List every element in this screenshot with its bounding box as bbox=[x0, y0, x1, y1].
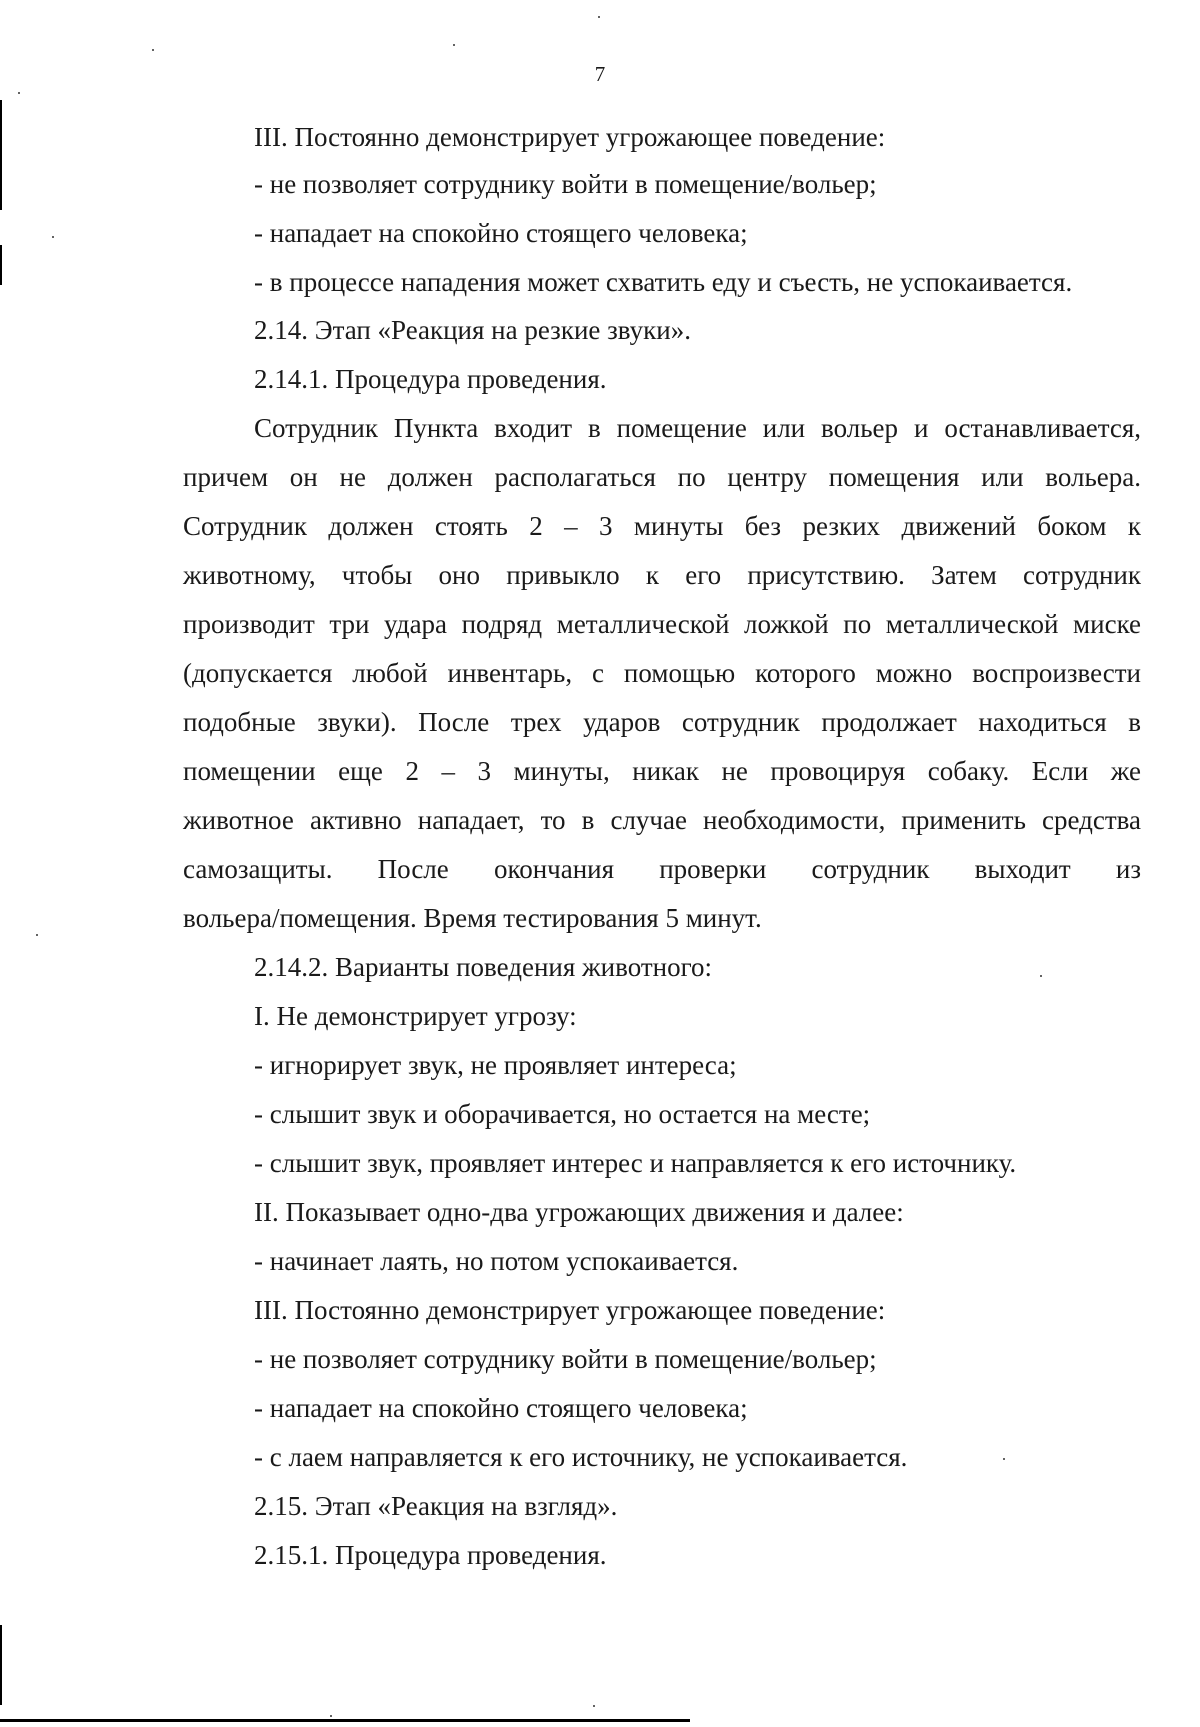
scan-edge-mark bbox=[0, 245, 2, 285]
scan-bottom-edge bbox=[0, 1719, 690, 1722]
list-item: - в процессе нападения может схватить еду и съесть, не успокаивается. bbox=[254, 267, 1073, 297]
list-item: - начинает лаять, но потом успокаивается. bbox=[254, 1246, 739, 1276]
paragraph-line: Сотрудник Пункта входит в помещение или вольер и останавливается, bbox=[254, 413, 1141, 443]
paragraph-line: животному, чтобы оно привыкло к его присутствию. Затем сотрудник bbox=[183, 560, 1141, 590]
scan-speck bbox=[152, 49, 154, 51]
scan-speck bbox=[453, 44, 455, 46]
list-item: - с лаем направляется к его источнику, не успокаивается. bbox=[254, 1442, 908, 1472]
subsection-heading-2-14-1: 2.14.1. Процедура проведения. bbox=[254, 364, 607, 394]
heading-level-iii: III. Постоянно демонстрирует угрожающее поведение: bbox=[254, 1295, 886, 1325]
scan-speck bbox=[18, 92, 20, 94]
heading-level-i: I. Не демонстрирует угрозу: bbox=[254, 1001, 577, 1031]
heading-level-iii: III. Постоянно демонстрирует угрожающее поведение: bbox=[254, 122, 886, 152]
page-number: 7 bbox=[594, 62, 606, 86]
list-item: - слышит звук, проявляет интерес и направляется к его источнику. bbox=[254, 1148, 1017, 1178]
scan-edge-mark bbox=[0, 100, 2, 210]
list-item: - слышит звук и оборачивается, но остается на месте; bbox=[254, 1099, 871, 1129]
paragraph-line: вольера/помещения. Время тестирования 5 минут. bbox=[183, 903, 762, 933]
section-heading-2-14: 2.14. Этап «Реакция на резкие звуки». bbox=[254, 315, 691, 345]
scan-speck bbox=[330, 1715, 332, 1717]
list-item: - не позволяет сотруднику войти в помещение/вольер; bbox=[254, 1344, 877, 1374]
paragraph-line: производит три удара подряд металлической ложкой по металлической миске bbox=[183, 609, 1141, 639]
paragraph-line: помещении еще 2 – 3 минуты, никак не провоцируя собаку. Если же bbox=[183, 756, 1141, 786]
scan-edge-mark bbox=[0, 1625, 2, 1705]
scan-speck bbox=[36, 934, 38, 936]
scan-speck bbox=[1003, 1458, 1005, 1460]
scan-speck bbox=[598, 16, 600, 18]
list-item: - нападает на спокойно стоящего человека; bbox=[254, 218, 748, 248]
paragraph-line: причем он не должен располагаться по центру помещения или вольера. bbox=[183, 462, 1141, 492]
subsection-heading-2-14-2: 2.14.2. Варианты поведения животного: bbox=[254, 952, 712, 982]
scan-speck bbox=[52, 236, 54, 238]
scan-speck bbox=[1040, 975, 1042, 977]
paragraph-line: подобные звуки). После трех ударов сотрудник продолжает находиться в bbox=[183, 707, 1141, 737]
list-item: - не позволяет сотруднику войти в помещение/вольер; bbox=[254, 169, 877, 199]
scan-speck bbox=[593, 1705, 595, 1707]
list-item: - нападает на спокойно стоящего человека; bbox=[254, 1393, 748, 1423]
heading-level-ii: II. Показывает одно-два угрожающих движения и далее: bbox=[254, 1197, 904, 1227]
list-item: - игнорирует звук, не проявляет интереса; bbox=[254, 1050, 737, 1080]
subsection-heading-2-15-1: 2.15.1. Процедура проведения. bbox=[254, 1540, 607, 1570]
paragraph-line: (допускается любой инвентарь, с помощью которого можно воспроизвести bbox=[183, 658, 1141, 688]
paragraph-line: животное активно нападает, то в случае необходимости, применить средства bbox=[183, 805, 1141, 835]
section-heading-2-15: 2.15. Этап «Реакция на взгляд». bbox=[254, 1491, 618, 1521]
paragraph-line: Сотрудник должен стоять 2 – 3 минуты без резких движений боком к bbox=[183, 511, 1141, 541]
paragraph-line: самозащиты. После окончания проверки сотрудник выходит из bbox=[183, 854, 1141, 884]
